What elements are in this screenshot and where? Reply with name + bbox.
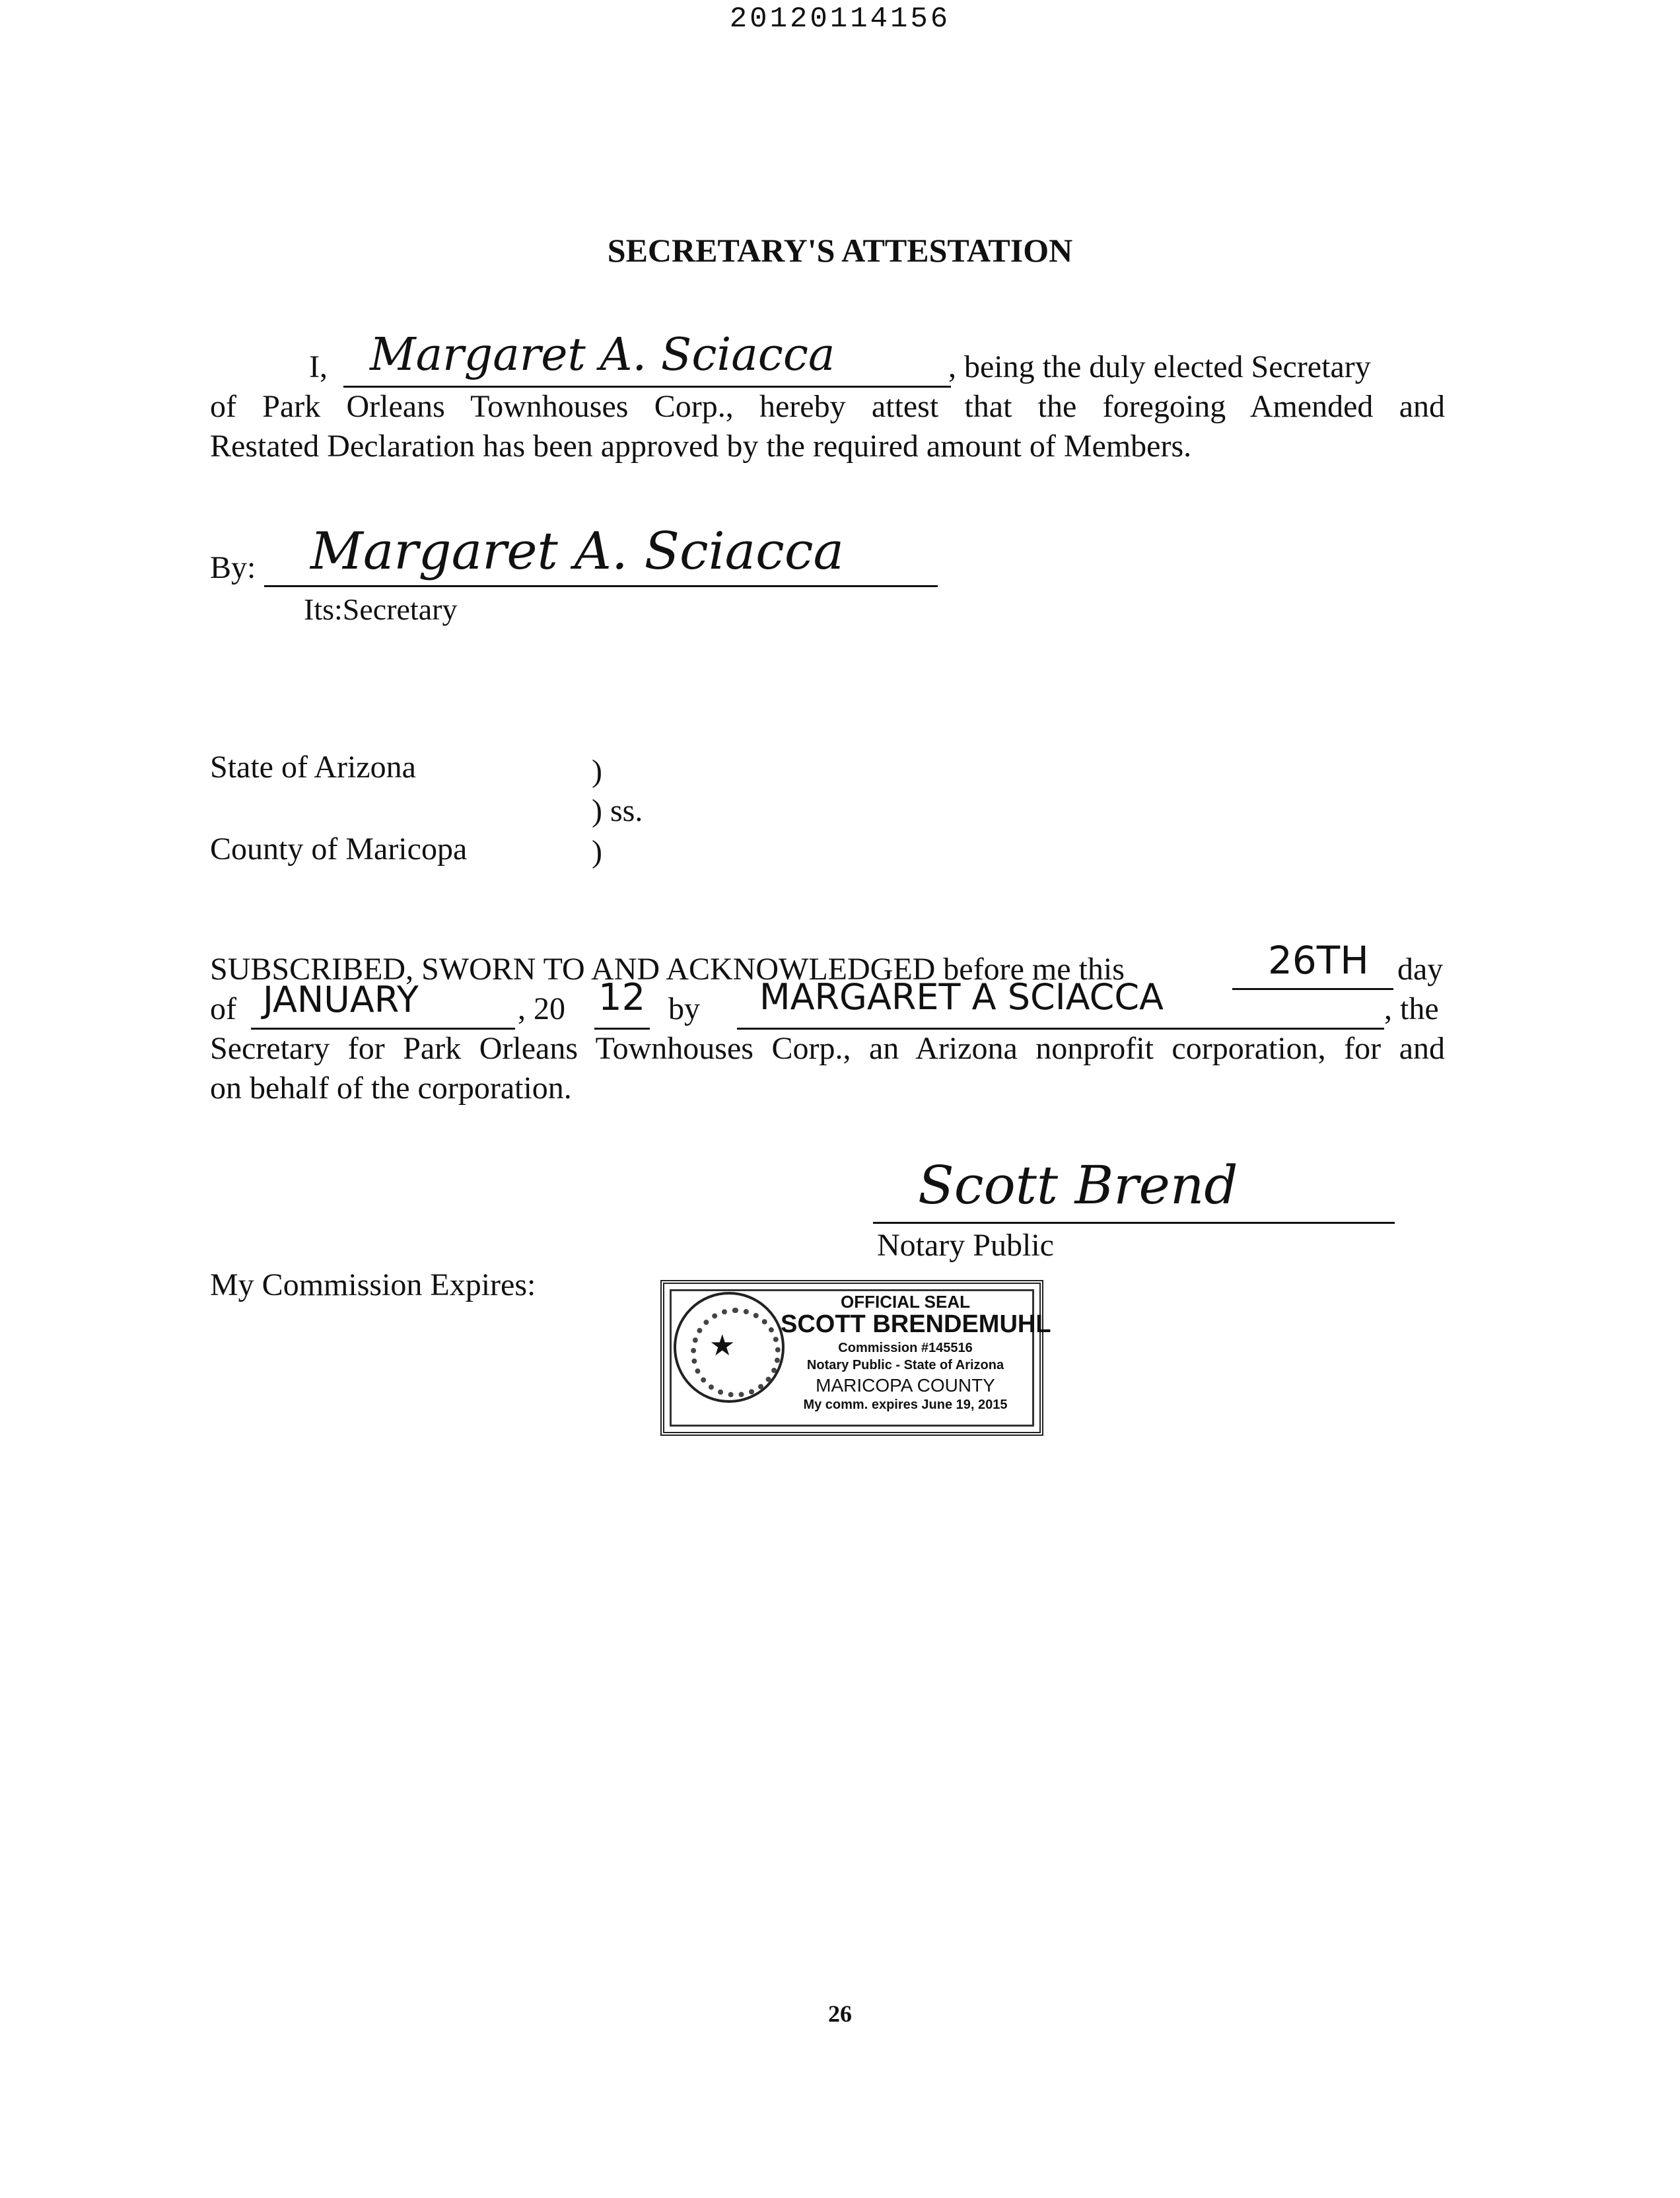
venue-paren2: ) [592,834,602,869]
document-number: 20120114156 [729,3,951,36]
attestation-line2: of Park Orleans Townhouses Corp., hereby attest that the foregoing Amended and [210,389,1445,424]
notary-label: Notary Public [877,1228,1054,1263]
ack-line1-end: day [1397,952,1444,987]
by-signature: Margaret A. Sciacca [310,522,845,581]
venue-county: County of Maricopa [210,832,468,867]
venue-state: State of Arizona [210,750,416,785]
venue-ss: ) ss. [592,793,643,828]
page-title: SECRETARY'S ATTESTATION [607,232,1073,269]
state-seal-emblem [674,1292,785,1403]
seal-line1: OFFICIAL SEAL [841,1292,970,1312]
page-number: 26 [828,2001,852,2027]
ack-line4: on behalf of the corporation. [210,1071,572,1106]
secretary-signature: Margaret A. Sciacca [370,329,835,381]
seal-line6: My comm. expires June 19, 2015 [803,1398,1008,1412]
day-value: 26TH [1268,938,1369,983]
seal-star-icon: ★ [709,1329,736,1362]
state-seal-ring [691,1308,781,1398]
its-value: Secretary [342,592,458,626]
attestation-intro: I, [309,349,328,384]
venue-paren1: ) [592,754,602,789]
seal-line3: Commission #145516 [838,1341,973,1355]
attestation-line3: Restated Declaration has been approved by the required amount of Members. [210,429,1192,464]
year-prefix: , 20 [518,991,565,1026]
month-value: JANUARY [263,979,419,1020]
seal-line5: MARICOPA COUNTY [816,1375,995,1396]
ack-line1-start: SUBSCRIBED, SWORN TO AND ACKNOWLEDGED before me this [210,952,1125,987]
commission-label: My Commission Expires: [210,1267,536,1302]
attestation-line1-end: , being the duly elected Secretary [948,349,1371,384]
by-label-ack: by [668,991,700,1026]
ack-line3: Secretary for Park Orleans Townhouses Corp., an Arizona nonprofit corporation, for and [210,1031,1445,1066]
ack-line2-end: , the [1384,991,1439,1026]
notary-signature: Scott Brend [918,1154,1238,1216]
its-label: Its: [304,592,343,626]
seal-line2: SCOTT BRENDEMUHL [781,1310,1051,1338]
seal-line4: Notary Public - State of Arizona [806,1358,1004,1372]
of-label: of [210,991,236,1026]
notary-seal-stamp [660,1280,1051,1436]
by-label: By: [210,550,256,585]
year-value: 12 [598,976,646,1019]
name-value: MARGARET A SCIACCA [759,976,1164,1018]
its-title [304,592,457,627]
